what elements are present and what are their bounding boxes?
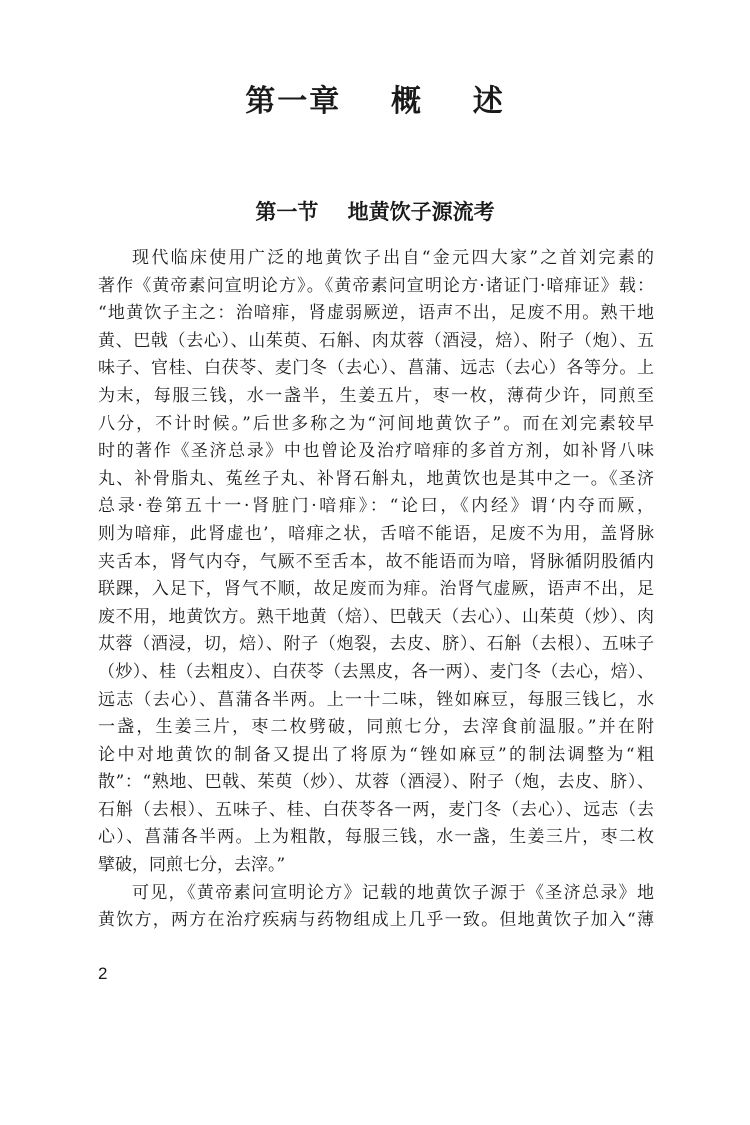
text-line: 论中对地黄饮的制备又提出了将原为“锉如麻豆”的制法调整为“粗: [98, 744, 654, 765]
text-line: 夹舌本，肾气内夺，气厥不至舌本，故不能语而为喑，肾脉循阴股循内: [98, 551, 654, 572]
text-line: 则为喑痱，此肾虚也’，喑痱之状，舌喑不能语，足废不为用，盖肾脉: [98, 523, 654, 544]
chapter-title: 第一章 概 述: [245, 84, 505, 119]
text-line: 可见，《黄帝素问宣明论方》记载的地黄饮子源于《圣济总录》地: [132, 882, 654, 903]
body-text: [98, 245, 654, 935]
paragraph-1: [98, 245, 654, 880]
paragraph-2: [98, 880, 654, 935]
text-line: 黄饮方，两方在治疗疾病与药物组成上几乎一致。但地黄饮子加入“薄: [98, 910, 654, 931]
text-line: “地黄饮子主之：治喑痱，肾虚弱厥逆，语声不出，足废不用。熟干地: [98, 303, 654, 324]
section-title: 第一节 地黄饮子源流考: [255, 200, 495, 224]
text-line: 时的著作《圣济总录》中也曾论及治疗喑痱的多首方剂，如补肾八味: [98, 441, 654, 462]
text-line: （炒）、桂（去粗皮）、白茯苓（去黑皮，各一两）、麦门冬（去心，焙）、: [98, 661, 654, 682]
text-line: 味子、官桂、白茯苓、麦门冬（去心）、菖蒲、远志（去心）各等分。上: [98, 358, 654, 379]
text-line: 著作《黄帝素问宣明论方》。《黄帝素问宣明论方·诸证门·喑痱证》载：: [98, 275, 654, 296]
text-line: 一盏，生姜三片，枣二枚劈破，同煎七分，去滓食前温服。”并在附: [98, 717, 654, 738]
text-line: 现代临床使用广泛的地黄饮子出自“金元四大家”之首刘完素的: [132, 248, 654, 268]
text-line: 联踝，入足下，肾气不顺，故足废而为痱。治肾气虚厥，语声不出，足: [98, 579, 654, 600]
text-line: 总录·卷第五十一·肾脏门·喑痱》：“论曰，《内经》谓‘内夺而厥，: [98, 496, 654, 517]
page-number: 2: [98, 964, 108, 983]
text-line: 远志（去心）、菖蒲各半两。上一十二味，锉如麻豆，每服三钱匕，水: [98, 689, 654, 710]
text-line: 八分，不计时候。”后世多称之为“河间地黄饮子”。而在刘完素较早: [98, 413, 654, 434]
text-line: 废不用，地黄饮方。熟干地黄（焙）、巴戟天（去心）、山茱萸（炒）、肉: [98, 606, 654, 627]
text-line: 苁蓉（酒浸，切，焙）、附子（炮裂，去皮、脐）、石斛（去根）、五味子: [98, 634, 654, 655]
text-line: 为末，每服三钱，水一盏半，生姜五片，枣一枚，薄荷少许，同煎至: [98, 385, 654, 406]
text-line: 黄、巴戟（去心）、山茱萸、石斛、肉苁蓉（酒浸，焙）、附子（炮）、五: [98, 330, 654, 351]
text-line: 散”：“熟地、巴戟、茱萸（炒）、苁蓉（酒浸）、附子（炮，去皮、脐）、: [98, 772, 654, 793]
text-line: 心）、菖蒲各半两。上为粗散，每服三钱，水一盏，生姜三片，枣二枚: [98, 827, 654, 848]
text-line: 擘破，同煎七分，去滓。”: [98, 855, 286, 876]
text-line: 石斛（去根）、五味子、桂、白茯苓各一两，麦门冬（去心）、远志（去: [98, 799, 654, 820]
text-line: 丸、补骨脂丸、菟丝子丸、补肾石斛丸，地黄饮也是其中之一。《圣济: [98, 468, 654, 489]
